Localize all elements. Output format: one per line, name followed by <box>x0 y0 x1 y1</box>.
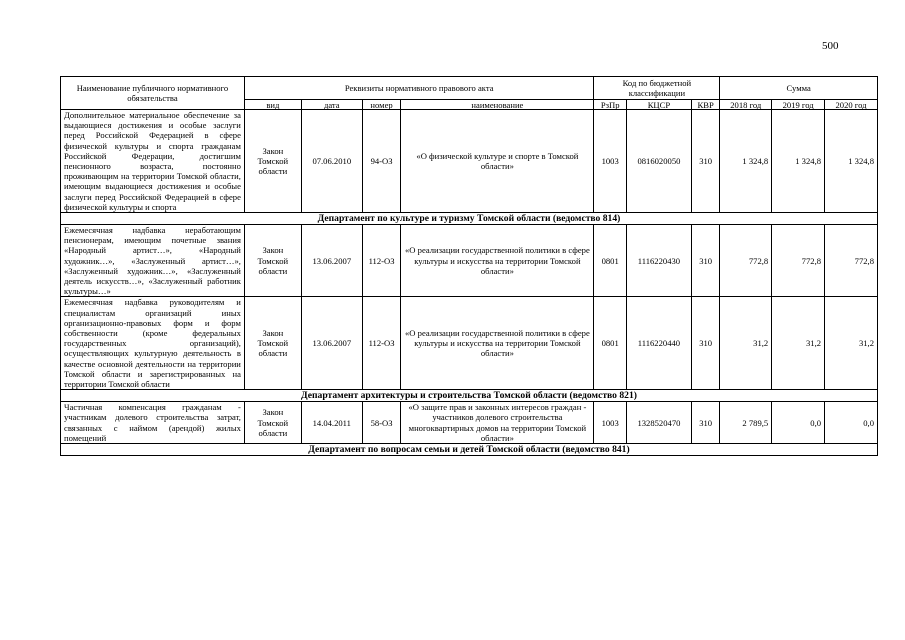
act-number-cell: 58-ОЗ <box>362 402 401 444</box>
amount-2020-cell: 0,0 <box>825 402 878 444</box>
act-number-cell: 94-ОЗ <box>362 110 401 213</box>
act-date-cell: 14.04.2011 <box>301 402 362 444</box>
kcsr-cell: 1328520470 <box>626 402 691 444</box>
kvr-cell: 310 <box>691 402 719 444</box>
amount-2018-cell: 772,8 <box>720 225 772 297</box>
header-date: дата <box>301 100 362 110</box>
obligation-name-cell: Частичная компенсация гражданам - участникам долевого строительства затрат, связанных с наймом (арендой) жилых помещений <box>61 402 245 444</box>
obligation-name-cell: Дополнительное материальное обеспечение за выдающиеся достижения и особые заслуги перед Российской Федерацией в сфере физической культуры и спорта гражданам Российской Федерации, достигшим пенсионного возраста, постоянно проживающим на территории Томской области, имеющим выдающиеся достижения и особые заслуги перед Российской Федерацией в сфере физической культуры и спорта <box>61 110 245 213</box>
header-obligation-name: Наименование публичного нормативного обязательства <box>61 77 245 110</box>
department-culture-heading: Департамент по культуре и туризму Томской области (ведомство 814) <box>61 213 878 225</box>
rzpr-cell: 0801 <box>594 225 627 297</box>
department-row <box>61 444 878 456</box>
amount-2018-cell: 31,2 <box>720 297 772 390</box>
kcsr-cell: 1116220440 <box>626 297 691 390</box>
header-title: наименование <box>401 100 594 110</box>
table-row <box>61 297 878 390</box>
act-title-cell: «О физической культуре и спорте в Томской области» <box>401 110 594 213</box>
obligation-name-cell: Ежемесячная надбавка неработающим пенсионерам, имеющим почетные звания «Народный артист…», «Народный художник…», «Заслуженный артист…», «Заслуженный художник…», «Заслуженный деятель искусств…», «Заслуженный работник культуры…» <box>61 225 245 297</box>
header-2020: 2020 год <box>825 100 878 110</box>
header-amount: Сумма <box>720 77 878 100</box>
header-rzpr: РзПр <box>594 100 627 110</box>
department-row <box>61 390 878 402</box>
rzpr-cell: 0801 <box>594 297 627 390</box>
amount-2018-cell: 1 324,8 <box>720 110 772 213</box>
amount-2020-cell: 31,2 <box>825 297 878 390</box>
kvr-cell: 310 <box>691 110 719 213</box>
act-number-cell: 112-ОЗ <box>362 225 401 297</box>
act-number-cell: 112-ОЗ <box>362 297 401 390</box>
table-row <box>61 225 878 297</box>
header-row-1 <box>61 77 878 100</box>
amount-2019-cell: 0,0 <box>772 402 825 444</box>
kvr-cell: 310 <box>691 225 719 297</box>
act-type-cell: Закон Томской области <box>244 110 301 213</box>
obligation-name-cell: Ежемесячная надбавка руководителям и специалистам организаций иных организационно-правовых форм и форм собственности (кроме федеральных государственных организаций), осуществляющих культурную деятельность в качестве основной деятельности на территории Томской области и зарегистрированных на территории Томской области <box>61 297 245 390</box>
table-row <box>61 402 878 444</box>
obligations-table <box>60 76 878 456</box>
header-2018: 2018 год <box>720 100 772 110</box>
rzpr-cell: 1003 <box>594 402 627 444</box>
amount-2019-cell: 1 324,8 <box>772 110 825 213</box>
header-number: номер <box>362 100 401 110</box>
header-2019: 2019 год <box>772 100 825 110</box>
act-date-cell: 13.06.2007 <box>301 225 362 297</box>
header-kvr: КВР <box>691 100 719 110</box>
act-title-cell: «О реализации государственной политики в сфере культуры и искусства на территории Томской области» <box>401 225 594 297</box>
act-title-cell: «О защите прав и законных интересов граждан - участников долевого строительства многоквартирных домов на территории Томской области» <box>401 402 594 444</box>
amount-2019-cell: 772,8 <box>772 225 825 297</box>
amount-2020-cell: 772,8 <box>825 225 878 297</box>
amount-2019-cell: 31,2 <box>772 297 825 390</box>
header-budget-code: Код по бюджетной классификации <box>594 77 720 100</box>
act-type-cell: Закон Томской области <box>244 297 301 390</box>
amount-2018-cell: 2 789,5 <box>720 402 772 444</box>
header-type: вид <box>244 100 301 110</box>
header-kcsr: КЦСР <box>626 100 691 110</box>
act-type-cell: Закон Томской области <box>244 402 301 444</box>
header-act-details: Реквизиты нормативного правового акта <box>244 77 594 100</box>
kcsr-cell: 0816020050 <box>626 110 691 213</box>
table-row <box>61 110 878 213</box>
act-type-cell: Закон Томской области <box>244 225 301 297</box>
kvr-cell: 310 <box>691 297 719 390</box>
act-title-cell: «О реализации государственной политики в сфере культуры и искусства на территории Томской области» <box>401 297 594 390</box>
act-date-cell: 13.06.2007 <box>301 297 362 390</box>
department-row <box>61 213 878 225</box>
amount-2020-cell: 1 324,8 <box>825 110 878 213</box>
kcsr-cell: 1116220430 <box>626 225 691 297</box>
department-family-heading: Департамент по вопросам семьи и детей Томской области (ведомство 841) <box>61 444 878 456</box>
act-date-cell: 07.06.2010 <box>301 110 362 213</box>
page-number: 500 <box>822 40 839 52</box>
department-architecture-heading: Департамент архитектуры и строительства Томской области (ведомство 821) <box>61 390 878 402</box>
rzpr-cell: 1003 <box>594 110 627 213</box>
